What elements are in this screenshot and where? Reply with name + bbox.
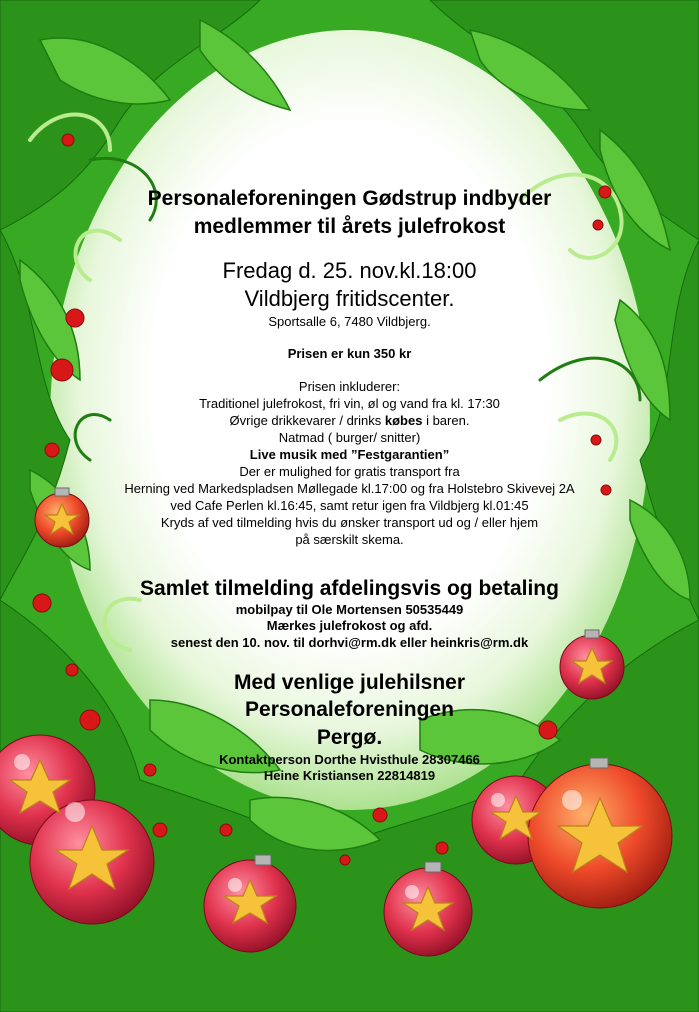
transport-line-1: Der er mulighed for gratis transport fra <box>239 464 460 479</box>
transport-line-2: Herning ved Markedspladsen Møllegade kl.17:00 og fra Holstebro Skivevej 2A <box>124 481 575 496</box>
heading-line-1: Personaleforeningen Gødstrup indbyder <box>147 187 552 210</box>
deadline-line: senest den 10. nov. til dorhvi@rm.dk eller heinkris@rm.dk <box>170 635 529 650</box>
contact-1: Kontaktperson Dorthe Hvisthule 28307466 <box>219 752 480 767</box>
mark-line: Mærkes julefrokost og afd. <box>266 618 433 633</box>
drinks-prefix: Øvrige drikkevarer / drinks <box>229 413 382 428</box>
event-date: Fredag d. 25. nov.kl.18:00 <box>222 258 477 283</box>
heading-line-2: medlemmer til årets julefrokost <box>193 215 506 238</box>
event-venue: Vildbjerg fritidscenter. <box>244 286 455 311</box>
contact-2: Heine Kristiansen 22814819 <box>263 768 436 783</box>
live-music: Live musik med ”Festgarantien” <box>249 447 450 462</box>
drinks-line <box>0 414 699 427</box>
transport-line-3: ved Cafe Perlen kl.16:45, samt retur igen fra Vildbjerg kl.01:45 <box>170 498 529 513</box>
drinks-suffix: i baren. <box>426 413 470 428</box>
night-food: Natmad ( burger/ snitter) <box>278 430 421 445</box>
transport-line-4: Kryds af ved tilmelding hvis du ønsker transport ud og / eller hjem <box>160 515 539 530</box>
organization: Personaleforeningen <box>245 698 454 721</box>
greeting: Med venlige julehilsner <box>233 671 466 694</box>
mobilepay-line: mobilpay til Ole Mortensen 50535449 <box>235 602 464 617</box>
team-name: Pergø. <box>316 726 383 749</box>
includes-food: Traditionel julefrokost, fri vin, øl og vand fra kl. 17:30 <box>199 396 500 411</box>
registration-heading: Samlet tilmelding afdelingsvis og betaling <box>140 577 559 600</box>
drinks-bold: købes <box>384 413 423 428</box>
includes-label: Prisen inkluderer: <box>298 379 401 394</box>
event-address: Sportsalle 6, 7480 Vildbjerg. <box>268 314 431 329</box>
transport-line-5: på særskilt skema. <box>295 532 404 547</box>
price: Prisen er kun 350 kr <box>287 346 412 361</box>
